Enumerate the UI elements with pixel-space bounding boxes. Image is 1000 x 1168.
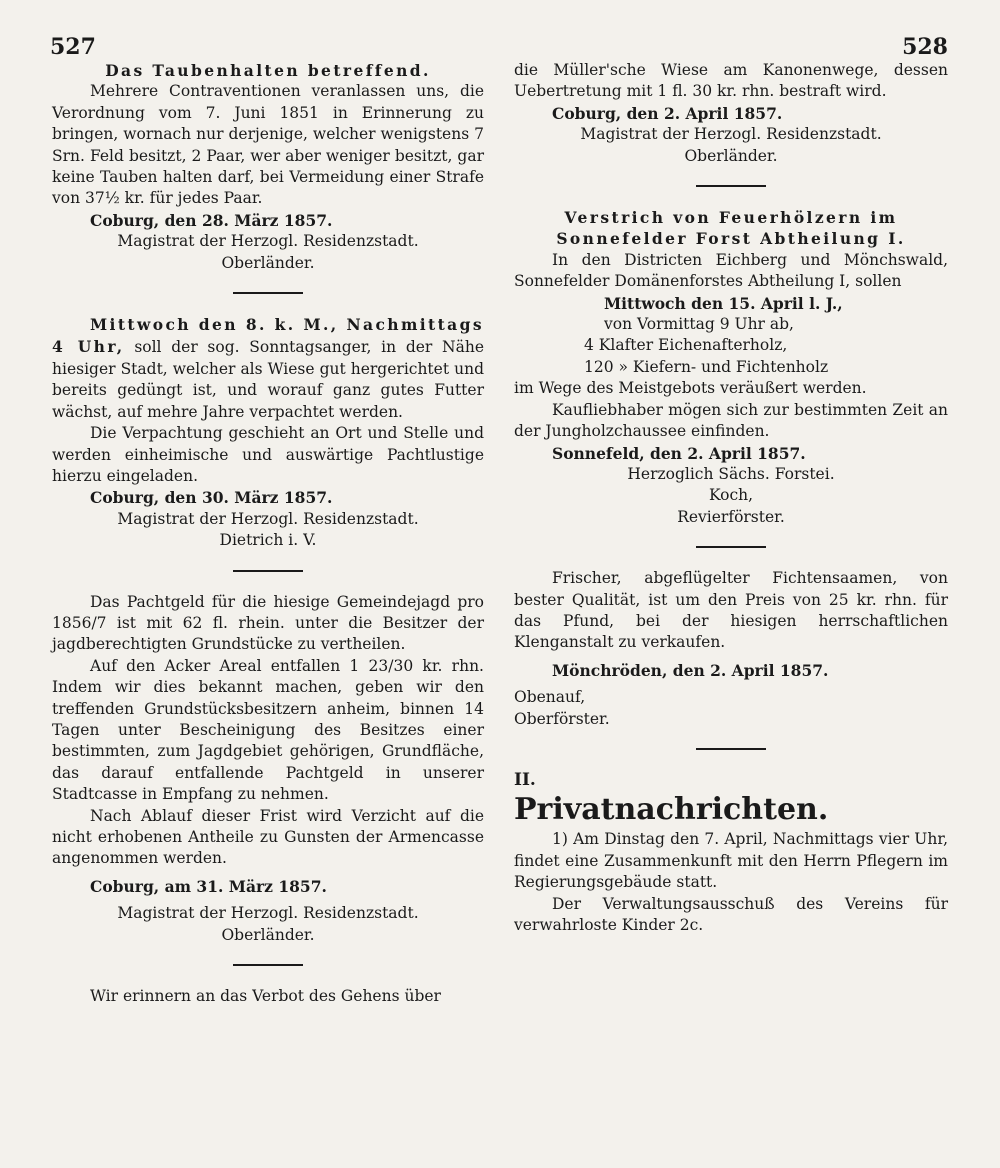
- notice-body-saamen: Frischer, abgeflügelter Fichtensaamen, von bester Qualität, ist um den Preis von 25 kr. rhn. für das Pfund, bei der hiesigen herrschaftlichen Klenganstalt zu verkaufen.: [514, 569, 948, 652]
- notice-date-wiese: Coburg, den 2. April 1857.: [552, 103, 783, 123]
- notice-line-forst-eiche: 4 Klafter Eichenafterholz,: [584, 336, 788, 355]
- divider-rule: [696, 185, 766, 187]
- notice-line-forst-verkauf: im Wege des Meistgebots veräußert werden.: [514, 379, 867, 398]
- notice-authority-wiese: Magistrat der Herzogl. Residenzstadt.: [580, 125, 882, 144]
- notice-signature-jagd: Oberländer.: [221, 925, 315, 944]
- notice-signature-sonntagsanger: Dietrich i. V.: [219, 531, 317, 550]
- notice-body2-forst: Kaufliebhaber mögen sich zur bestimmten Zeit an der Jungholzchaussee einfinden.: [514, 400, 948, 441]
- notice-body3-jagd: Nach Ablauf dieser Frist wird Verzicht auf die nicht erhobenen Antheile zu Gunsten der Armencasse angenommen werden.: [52, 806, 484, 868]
- section-title: Privatnachrichten.: [514, 792, 829, 828]
- notice-body-jagd: Das Pachtgeld für die hiesige Gemeindejagd pro 1856/7 ist mit 62 fl. rhein. unter die Besitzer der jagdberechtigten Grundstücke zu vertheilen.: [52, 592, 484, 654]
- divider-rule: [233, 570, 303, 572]
- right-column: [514, 60, 948, 936]
- notice-authority-forst: Herzoglich Sächs. Forstei.: [627, 464, 835, 483]
- notice-date-jagd: Coburg, am 31. März 1857.: [90, 876, 327, 896]
- notice-date-sonntagsanger: Coburg, den 30. März 1857.: [90, 488, 333, 508]
- section-number: II.: [514, 769, 536, 790]
- page-number-left: 527: [50, 34, 96, 60]
- notice-signature-forst-title: Revierförster.: [677, 507, 785, 526]
- notice-body-wiese-start: Wir erinnern an das Verbot des Gehens über: [90, 987, 441, 1006]
- notice-signature-verein: Der Verwaltungsausschuß des Vereins für verwahrloste Kinder 2c.: [514, 894, 948, 934]
- notice-authority-jagd: Magistrat der Herzogl. Residenzstadt.: [117, 904, 419, 923]
- notice-signature-pigeons: Oberländer.: [221, 253, 315, 272]
- divider-rule: [696, 546, 766, 548]
- notice-body-forst: In den Districten Eichberg und Mönchswald, Sonnefelder Domänenforstes Abtheilung I, sollen: [514, 250, 948, 291]
- divider-rule: [696, 748, 766, 750]
- divider-rule: [233, 964, 303, 966]
- page-number-right: 528: [902, 34, 948, 60]
- notice-signature-saamen-title: Oberförster.: [514, 709, 610, 728]
- notice-body-verein: 1) Am Dinstag den 7. April, Nachmittags vier Uhr, findet eine Zusammenkunft mit den Herrn Pflegern im Regierungsgebäude statt.: [514, 830, 948, 892]
- notice-body2-sonntagsanger: Die Verpachtung geschieht an Ort und Stelle und werden einheimische und auswärtige Pachtlustige hierzu eingeladen.: [52, 424, 484, 485]
- notice-signature-saamen-name: Obenauf,: [514, 688, 586, 707]
- notice-text-sonntagsanger: soll der sog. Sonntagsanger, in der Nähe hiesiger Stadt, welcher als Wiese gut hergerichtet und bereits gedüngt ist, und worauf ganz gutes Futter wächst, auf mehre Jahre verpachtet werden.: [52, 338, 484, 421]
- notice-date-pigeons: Coburg, den 28. März 1857.: [90, 210, 333, 230]
- notice-title-forst: Verstrich von Feuerhölzern im Sonnefelder Forst Abtheilung I.: [556, 208, 906, 249]
- notice-body-pigeons: Mehrere Contraventionen veranlassen uns, die Verordnung vom 7. Juni 1851 in Erinnerung zu bringen, wornach nur derjenige, welcher wenigstens 7 Srn. Feld besitzt, 2 Paar, wer aber weniger besitzt, gar keine Tauben halten darf, bei Vermeidung einer Strafe von 37½ kr. für jedes Paar.: [52, 82, 484, 208]
- notice-title-pigeons: Das Taubenhalten betreffend.: [105, 61, 431, 80]
- notice-signature-forst-name: Koch,: [708, 486, 754, 505]
- notice-line-forst-date: Mittwoch den 15. April l. J.,: [604, 293, 843, 313]
- notice-date-forst: Sonnefeld, den 2. April 1857.: [552, 443, 806, 463]
- divider-rule: [233, 292, 303, 294]
- notice-date-saamen: Mönchröden, den 2. April 1857.: [552, 660, 829, 680]
- notice-body-wiese-cont: die Müller'sche Wiese am Kanonenwege, dessen Uebertretung mit 1 fl. 30 kr. rhn. bestraft wird.: [514, 61, 948, 101]
- left-column: [52, 60, 484, 1007]
- notice-line-forst-kiefer: 120 » Kiefern- und Fichtenholz: [584, 357, 829, 376]
- notice-line-forst-time: von Vormittag 9 Uhr ab,: [604, 315, 794, 334]
- notice-body-sonntagsanger: [52, 314, 484, 423]
- notice-signature-wiese: Oberländer.: [684, 146, 778, 165]
- notice-authority-sonntagsanger: Magistrat der Herzogl. Residenzstadt.: [117, 509, 419, 528]
- notice-authority-pigeons: Magistrat der Herzogl. Residenzstadt.: [117, 232, 419, 251]
- notice-lead-sonntagsanger: Mittwoch den 8. k. M., Nachmittags 4 Uhr,: [52, 315, 484, 357]
- notice-body2-jagd: Auf den Acker Areal entfallen 1 23/30 kr. rhn. Indem wir dies bekannt machen, geben wir den treffenden Grundstücksbesitzern anheim, binnen 14 Tagen unter Bescheinigung des Besitzes einer bestimmten, zum Jagdgebiet gehörigen, Grundfläche, das darauf entfallende Pachtgeld in unserer Stadtcasse in Empfang zu nehmen.: [52, 656, 484, 804]
